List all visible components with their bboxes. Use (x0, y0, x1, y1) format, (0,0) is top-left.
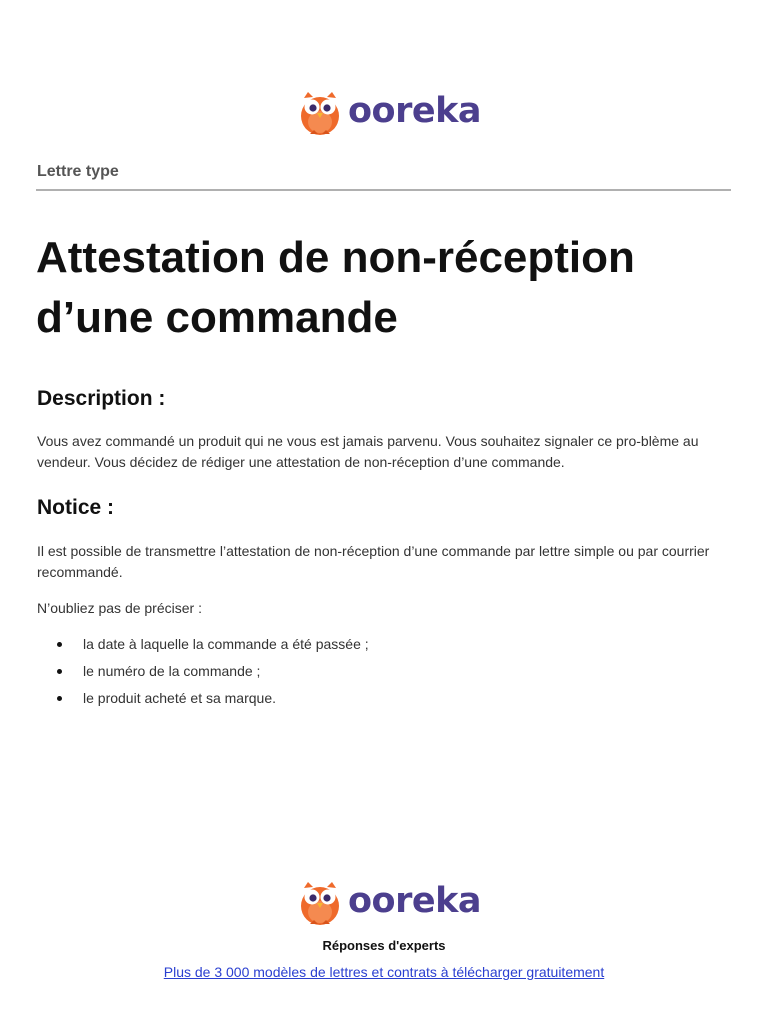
ooreka-logo-bottom (298, 880, 481, 926)
footer-tagline: Réponses d'experts (322, 938, 446, 953)
notice-paragraph-2: N’oubliez pas de préciser : (37, 600, 202, 616)
list-item-text: le numéro de la commande ; (83, 663, 261, 679)
brand-wordmark: ooreka (348, 90, 481, 131)
owl-icon (298, 90, 342, 136)
owl-icon (298, 880, 342, 926)
ooreka-logo-top (298, 90, 481, 136)
brand-wordmark: ooreka (348, 880, 481, 921)
document-title: Attestation de non-réception d’une commande (36, 233, 635, 342)
footer-link-container (0, 964, 768, 980)
list-item (0, 634, 369, 661)
bullet-icon (57, 642, 62, 647)
header-divider (36, 189, 731, 191)
list-item (0, 661, 369, 688)
description-text: Vous avez commandé un produit qui ne vous est jamais parvenu. Vous souhaitez signaler ce pro-blème au vendeur. Vous décidez de rédiger une attestation de non-réception d’une commande. (37, 433, 699, 470)
document-type-label: Lettre type (37, 163, 119, 180)
templates-download-link[interactable]: Plus de 3 000 modèles de lettres et contrats à télécharger gratuitement (163, 964, 605, 980)
list-item-text: la date à laquelle la commande a été passée ; (83, 636, 369, 652)
notice-paragraph-1: Il est possible de transmettre l’attestation de non-réception d’une commande par lettre simple ou par courrier recommandé. (37, 543, 710, 580)
description-heading: Description : (37, 387, 166, 410)
list-item (0, 688, 369, 715)
notice-list (0, 634, 369, 715)
notice-heading: Notice : (37, 496, 115, 519)
bullet-icon (57, 696, 62, 701)
list-item-text: le produit acheté et sa marque. (83, 690, 277, 706)
bullet-icon (57, 669, 62, 674)
